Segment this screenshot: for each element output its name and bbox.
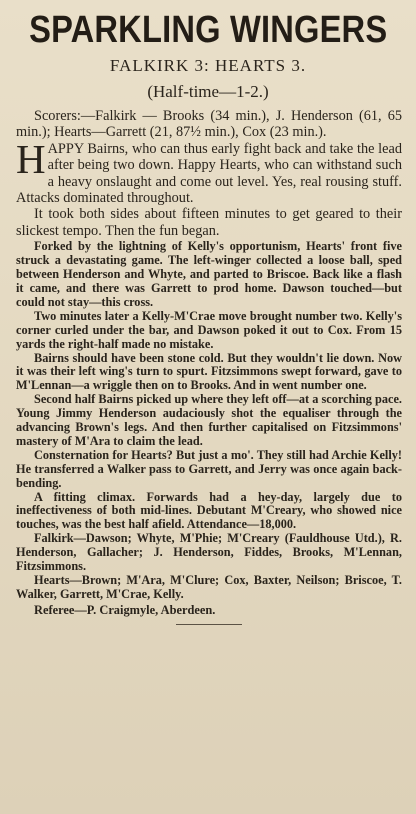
hearts-lineup: Hearts—Brown; M'Ara, M'Clure; Cox, Baxter, Neilson; Briscoe, T. Walker, Garrett, M'Crae, Kelly. [16,573,402,601]
paragraph-climax: A fitting climax. Forwards had a hey-day, largely due to ineffectiveness of both mid-lines. Debutant M'Creary, who showed nice touches, was the best half afield. Attendance—18,000. [16,489,402,532]
intro-paragraph [16,135,402,207]
report-section [16,240,402,602]
referee-line: Referee—P. Craigmyle, Aberdeen. [34,602,216,617]
drop-cap: H [16,135,46,182]
intro-text: APPY Bairns, who can thus early fight back and take the lead after being two down. Happy Hearts, who can withstand such a heavy onslaught and come out level. Yes, real rousing stuff. Attacks dominated throughout. [16,140,402,207]
paragraph-goals-first-half: Forked by the lightning of Kelly's opportunism, Hearts' front five struck a devastating game. The left-winger collected a loose ball, sped between Henderson and Whyte, and parted to Briscoe. Back like a flash it came, and there was Garrett to prod home. Dawson touched—but could not stay—this cross. [16,239,402,309]
half-time-score: (Half-time—1-2.) [147,82,269,101]
article-body [16,108,402,625]
lead-section [16,108,402,239]
paragraph-second-goal: Two minutes later a Kelly-M'Crae move brought number two. Kelly's corner curled under the bar, and Dawson poked it out to Cox. From 15 yards the right-half made no mistake. [16,308,402,351]
end-rule [176,624,242,625]
paragraph-bairns-reply: Bairns should have been stone cold. But they wouldn't lie down. Now it was their left wing's turn to spurt. Fitzsimmons swept forward, gave to M'Lennan—a wriggle then on to Brooks. And in went number one. [16,350,402,393]
scorers-paragraph: Scorers:—Falkirk — Brooks (34 min.), J. Henderson (61, 65 min.); Hearts—Garrett (21, 87½ min.), Cox (23 min.). [16,108,402,141]
paragraph-second-half: Second half Bairns picked up where they left off—at a scorching pace. Young Jimmy Henderson audaciously shot the equaliser through the advancing Brown's legs. And then further capitalised on Fitzsimmons' mastery of M'Ara to claim the lead. [16,392,402,448]
lead-paragraph: It took both sides about fifteen minutes to get geared to their slickest tempo. Then the fun began. [16,206,402,239]
falkirk-lineup: Falkirk—Dawson; Whyte, M'Phie; M'Creary (Fauldhouse Utd.), R. Henderson, Gallacher; J. Henderson, Fiddes, Brooks, M'Lennan, Fitzsimmons. [16,531,402,574]
paragraph-equaliser: Consternation for Hearts? But just a mo'. They still had Archie Kelly! He transferred a Walker pass to Garrett, and Jerry was once again back-bending. [16,447,402,490]
headline: SPARKLING WINGERS [29,9,388,51]
score-line: FALKIRK 3: HEARTS 3. [109,56,307,75]
